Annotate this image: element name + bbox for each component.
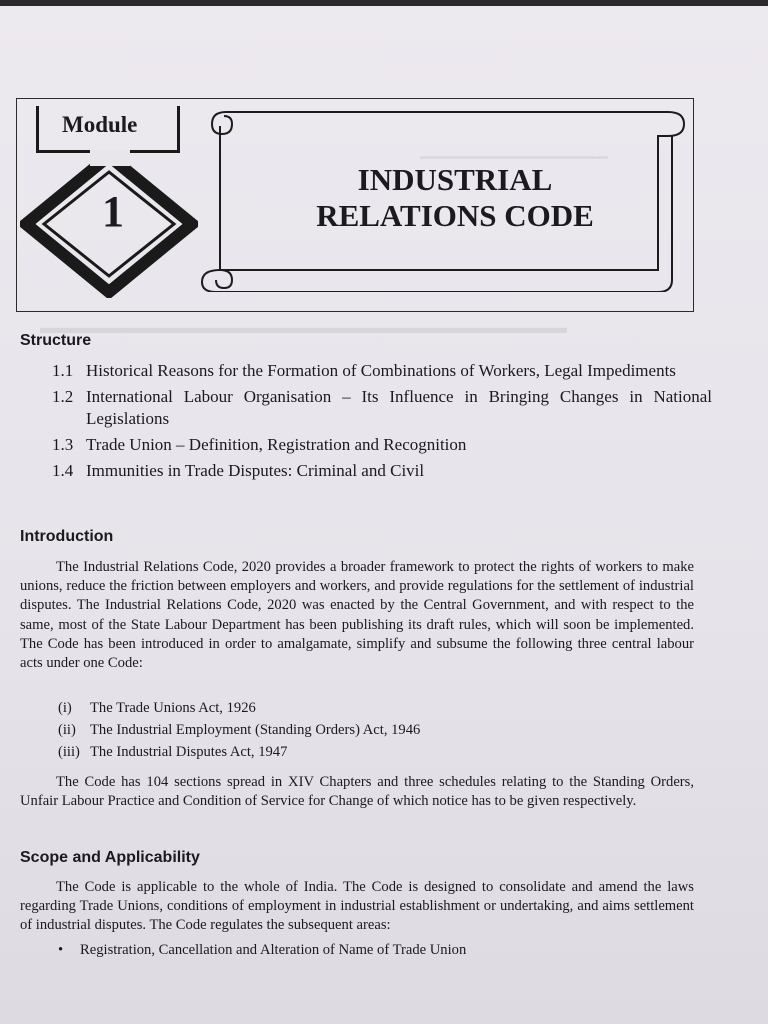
- structure-list: [52, 360, 712, 486]
- show-through-text: ━━━━━━━━━━━━━━━━━━━━━━━━: [420, 150, 608, 165]
- structure-item: [52, 386, 712, 430]
- structure-item-number: 1.2: [52, 387, 74, 406]
- act-item: [58, 741, 618, 763]
- code-summary-paragraph: The Code has 104 sections spread in XIV Chapters and three schedules relating to the Standing Orders, Unfair Labour Practice and Condition of Service for Change of which notice has to be given respectively.: [20, 774, 694, 810]
- page-top-edge: [0, 0, 768, 6]
- scope-paragraph: The Code is applicable to the whole of India. The Code is designed to consolidate and amend the laws regarding Trade Unions, conditions of employment in industrial establishment or undertaking, and aims settlement of industrial disputes. The Code regulates the subsequent areas:: [20, 879, 694, 934]
- scope-bullet-text: Registration, Cancellation and Alteration of Name of Trade Union: [80, 942, 467, 958]
- scope-heading: Scope and Applicability: [20, 849, 200, 866]
- module-number: 1: [102, 187, 124, 236]
- structure-item-text: International Labour Organisation – Its Influence in Bringing Changes in National Legislations: [86, 387, 712, 428]
- act-number: (iii): [58, 744, 80, 760]
- act-number: (ii): [58, 722, 76, 738]
- structure-item-text: Trade Union – Definition, Registration and Recognition: [86, 435, 467, 454]
- module-label: Module: [62, 112, 138, 137]
- bullet-icon: •: [58, 942, 64, 958]
- scope-bullet-item: [58, 942, 466, 959]
- act-text: The Industrial Disputes Act, 1947: [90, 744, 288, 760]
- structure-item-number: 1.1: [52, 361, 74, 380]
- act-item: [58, 719, 618, 741]
- structure-item: [52, 460, 712, 482]
- show-through-text: ▬▬▬▬▬▬▬▬▬▬▬▬▬▬▬▬▬▬▬▬▬▬▬▬▬▬▬▬▬▬▬: [40, 318, 567, 337]
- acts-list: [58, 697, 618, 763]
- structure-heading: Structure: [20, 332, 92, 349]
- structure-item-number: 1.3: [52, 435, 74, 454]
- act-item: [58, 697, 618, 719]
- structure-item: [52, 360, 712, 382]
- title-line-1: INDUSTRIAL: [357, 162, 553, 197]
- introduction-paragraph: The Industrial Relations Code, 2020 provides a broader framework to protect the rights of workers to make unions, reduce the friction between employers and workers, and provide regulations for the settlement of industrial disputes. The Industrial Relations Code, 2020 was enacted by the Central Government, and with respect to the same, most of the State Labour Department has been publishing its draft rules, which will soon be implemented. The Code has been introduced in order to amalgamate, simplify and subsume the following three central labour acts under one Code:: [20, 559, 694, 672]
- title-line-2: RELATIONS CODE: [316, 198, 594, 233]
- module-title: [240, 162, 670, 234]
- act-text: The Trade Unions Act, 1926: [90, 700, 256, 716]
- structure-item-text: Immunities in Trade Disputes: Criminal and Civil: [86, 461, 425, 480]
- structure-item-text: Historical Reasons for the Formation of Combinations of Workers, Legal Impediments: [86, 361, 676, 380]
- act-text: The Industrial Employment (Standing Orders) Act, 1946: [90, 722, 421, 738]
- structure-item: [52, 434, 712, 456]
- act-number: (i): [58, 700, 72, 716]
- structure-item-number: 1.4: [52, 461, 74, 480]
- introduction-heading: Introduction: [20, 528, 114, 545]
